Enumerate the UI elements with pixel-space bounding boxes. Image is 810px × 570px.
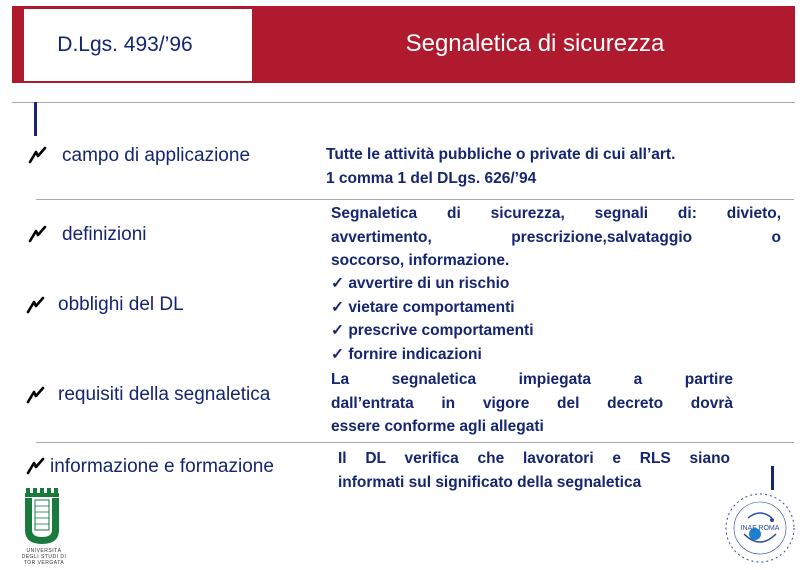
arrow-bullet-icon [26, 296, 46, 314]
list-item: ✓ avvertire di un rischio [331, 275, 510, 292]
training-text: Il DL verifica che lavoratori e RLS siano informati sul significato della segnaletica [338, 450, 730, 491]
top-left-accent [34, 102, 37, 136]
topic-obligations: obblighi del DL [58, 294, 184, 315]
page-title: Segnaletica di sicurezza [405, 30, 665, 57]
bottom-right-accent [771, 466, 774, 490]
law-reference: D.Lgs. 493/’96 [57, 33, 193, 56]
checkmark-icon: ✓ [331, 298, 344, 316]
checkmark-icon: ✓ [331, 345, 344, 363]
university-logo [18, 486, 70, 566]
arrow-bullet-icon [28, 146, 48, 164]
topic-requirements: requisiti della segnaletica [58, 384, 271, 405]
list-item: ✓ fornire indicazioni [331, 345, 482, 363]
checkmark-icon: ✓ [331, 275, 344, 292]
scope-text: Tutte le attività pubbliche o private di cui all’art. 1 comma 1 del DLgs. 626/’94 [326, 146, 676, 187]
inaf-seal-icon [722, 490, 798, 566]
topic-scope: campo di applicazione [62, 145, 251, 166]
arrow-bullet-icon [26, 457, 46, 475]
section-divider [36, 442, 794, 443]
arrow-bullet-icon [26, 386, 46, 404]
top-divider [12, 102, 795, 103]
obligations-list [331, 272, 771, 366]
checkmark-icon: ✓ [331, 322, 344, 339]
arrow-bullet-icon [28, 225, 48, 243]
definitions-text: Segnaletica di sicurezza, segnali di: divieto, avvertimento, prescrizione,salvataggio o soccorso, informazione. [331, 205, 781, 269]
university-caption: UNIVERSITÀ DEGLI STUDI DI TOR VERGATA [21, 548, 67, 566]
tower-emblem-icon [18, 486, 70, 548]
topic-training: informazione e formazione [50, 456, 274, 477]
topic-definitions: definizioni [62, 224, 147, 245]
list-item: ✓ vietare comportamenti [331, 298, 515, 316]
section-divider [36, 199, 794, 200]
svg-text:INAF ROMA: INAF ROMA [740, 525, 780, 532]
list-item: ✓ prescrive comportamenti [331, 322, 534, 339]
law-reference-box [24, 9, 252, 81]
requirements-text: La segnaletica impiegata a partire dall’entrata in vigore del decreto dovrà essere conforme agli allegati [331, 371, 733, 435]
